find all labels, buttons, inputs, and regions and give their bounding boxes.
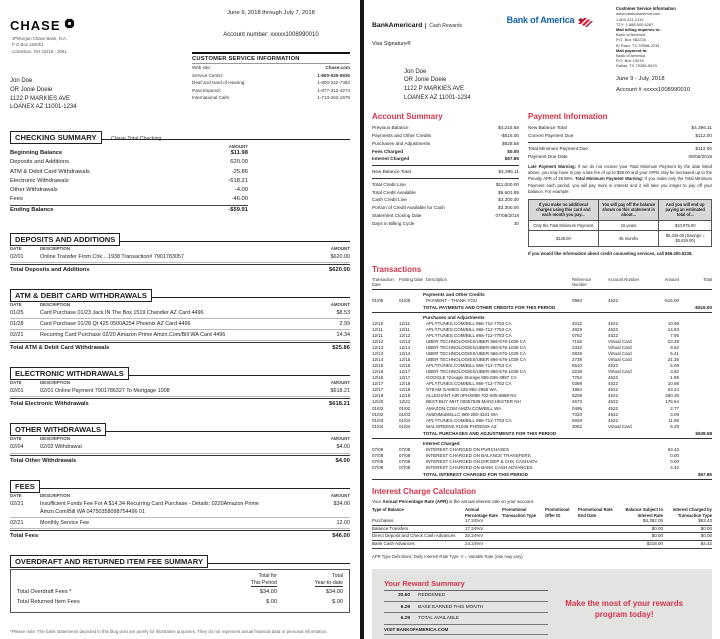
amount-header: AMOUNT (228, 144, 248, 150)
fees-section: FEES DATE DESCRIPTION AMOUNT 02/21 Insufficient Funds Fee For A $14.34 Recurring Card Purchase - Details: 0220Amazon Prime Amzn.Com/Bill WA 04750358098754496 01 $34.00 02/21 Monthly Service Fee 12.00 Total Fees $46.00 (10, 476, 350, 539)
account-summary-section (372, 112, 519, 255)
customer-service-rows (192, 64, 350, 102)
customer-service-row: Service Center: 1-800-935-9935 (192, 72, 350, 78)
account-number: Account # xxxxx1008990010 (616, 86, 691, 93)
boa-logo-text: Bank of America (506, 15, 575, 25)
section-title: ATM & DEBIT CARD WITHDRAWALS (10, 289, 152, 302)
statement-footnote: *Please note: The bank statements depicted in this blog post are purely for illustrative purposes. They do not represent actual financial data or personal information. (10, 629, 328, 634)
table-row: 02/01 02/01 Online Payment 7901786327 To Mortgage 1008 $618.21 (10, 386, 350, 397)
section-title: CHECKING SUMMARY (10, 131, 102, 144)
summary-row: Total Credit Line $11,000.00 (372, 178, 519, 189)
payment-row: Total Minimum Payment Due $112.00 (528, 142, 712, 153)
customer-service-line: P.O. Box 15019 (616, 58, 644, 64)
payment-info-title: Payment Information (528, 112, 608, 122)
payment-row: Payment Due Date 08/05/2018 (528, 153, 712, 159)
transaction-row: 01/05 01/05 PAYMENT - THANK YOU 0984 4522 -516.00 (372, 297, 679, 303)
customer-service-line: www.bankofamerica.com (616, 11, 661, 17)
apr-subtitle: Your Annual Percentage Rate (APR) is the annual interest rate on your account. (372, 499, 535, 505)
interest-group: Interest Charged 07/08 07/08 INTEREST CHARGED ON PURCHASES 63.43 07/08 07/08 INTEREST CHARGED ON BALANCE TRANSFERS 0.00 07/08 07/08 INTEREST CHARGED ON DIR DEP & CHK CASHADV 0.00 07/08 07/08 INTEREST CHARGED ON BANK CASH ADVANCES 4.42 TOTAL INTEREST CHARGED FOR THIS PERIOD $67.85 (372, 441, 712, 480)
summary-row: Fees -46.00 (10, 196, 248, 203)
transaction-row: 07/08 07/08 INTEREST CHARGED ON PURCHASES 63.43 (372, 446, 679, 452)
customer-service-line: P.O. Box 982234 (616, 37, 646, 43)
table-row: 01/28 Card Purchase 01/28 Qt 425 0500A254 Phoenix AZ Card 4496 2.99 (10, 319, 350, 330)
chase-bank-address: JPMorgan Chase Bank, N.A. P O Box 182051 Columbus, OH 43218 - 2051 (12, 36, 67, 54)
group-total: TOTAL INTEREST CHARGED FOR THIS PERIOD $67.85 (423, 472, 712, 478)
overdraft-summary-section: OVERDRAFT AND RETURNED ITEM FEE SUMMARY Total for This Period Total Year-to-date Total Overdraft Fees * $34.00 $34.00 Total Returned Item Fees $.00 $.00 (10, 551, 350, 613)
customer-service-box (192, 52, 350, 102)
summary-row: Previous Balance $4,215.68 (372, 125, 519, 131)
other-withdrawals-section: OTHER WITHDRAWALS DATE DESCRIPTION AMOUNT 02/04 02/02 Withdrawal $4.00 Total Other Withdrawals $4.00 (10, 419, 350, 463)
apr-row: Direct Deposit and Check Cash Advances 20.24%V $0.00 $0.00 (372, 533, 712, 541)
transaction-row: 12/15 12/16 APL*ITUNES.COM/BILL 866-712-7753 CA 5510 4522 5.09 (372, 363, 679, 369)
customer-service-line: Bank of America (616, 32, 646, 38)
summary-row: Beginning Balance $11.98 (10, 150, 248, 157)
customer-service-line: Mail billing inquiries to: (616, 27, 661, 33)
interest-calc-title: Interest Charge Calculation (372, 487, 477, 497)
transaction-row: 12/11 12/12 APL*ITUNES.COM/BILL 866-712-7753 CA 0782 4522 7.95 (372, 332, 679, 338)
transaction-row: 12/12 12/13 UBER TECHNOLOGIES/UBER 866-576-1039 CA 7155 Virtual Card 23.28 (372, 338, 679, 344)
boa-flag-icon (577, 15, 593, 33)
minimum-payment-table: If you make no additional charges using this card and each month you pay... You will pay off the balance shown on this statement in about... And you will end up paying an estimated total of... Only the Total Minimum Payment 16 years $10,975.00 $148.00 36 months $5,346.00 (Savings = $5,629.00) (528, 199, 712, 247)
overdraft-row: Total Returned Item Fees $.00 $.00 (17, 599, 343, 606)
summary-row: Total Credit Available $6,603.89 (372, 189, 519, 195)
apr-row: Balance Transfers 17.24%V $0.00 $0.00 (372, 526, 712, 534)
transaction-row: 12/13 12/14 UBER TECHNOLOGIES/UBER 866-576-1039 CA 0829 Virtual Card 5.41 (372, 350, 679, 356)
boa-customer-service: Customer Service Information www.bankofamerica.com 1.800.421.2110 TTY: 1.888.500.6267 Mail billing inquiries to: Bank of America P.O. Box 982234 El Paso, TX 79998-2234 Mail payment to: Bank of America P.O. Box 15019 Dallas, TX 75285-5019 June 9 - July, 2018 Account # xxxxx1008990010 (616, 6, 712, 96)
apr-row: Purchases 17.24%V $4,392.05 $63.43 (372, 518, 712, 526)
customer-service-row: International Calls: 1-713-262-1679 (192, 95, 350, 101)
customer-service-row: Web site: Chase.com (192, 65, 350, 70)
table-row: 02/01 Online Transfer From Chk ...1938 Transaction# 7901783057 $620.00 (10, 252, 350, 263)
table-row: 02/21 Monthly Service Fee 12.00 (10, 518, 350, 529)
statement-period: June 9 - July, 2018 (616, 75, 665, 82)
summary-row: Statement Closing Date 07/08/2018 (372, 212, 519, 218)
reward-row: 6.29 TOTAL AVAILABLE (384, 613, 548, 624)
statement-period: June 9, 2018 through July 7, 2018 (227, 10, 315, 16)
checking-summary-rows (10, 149, 248, 215)
visa-signature-label: Visa Signature® (372, 41, 411, 47)
interest-charge-calculation-section: Interest Charge Calculation Your Annual Percentage Rate (APR) is the annual interest rate on your account. Type of Balance Annual Percentage Rate Promotional Transaction Type Promotional Offer ID Promotional Rate End Date Balance Subject to Interest Rate Interest Charged by Transaction Type Purchases 17.24%V $4,392.05 $63.43 Balance Transfers 17.24%V $0.00 $0.00 Direct Deposit and Check Cash Advances 20.24%V $0.00 $0.00 Bank Cash Advances 24.24%V $218.00 $4.42 APR Type Definitions: Daily Interest Rate Type: V = Variable Rate (rate may vary) (372, 487, 712, 559)
credit-counseling-note: If you would like information about credit counseling services, call 866.300.5238. (528, 250, 693, 256)
credits-group: Payments and Other Credits 01/05 01/05 PAYMENT - THANK YOU 0984 4522 -516.00 TOTAL PAYMENTS AND OTHER CREDITS FOR THIS PERIOD -$516.00 (372, 292, 712, 313)
section-title: FEES (10, 480, 40, 493)
summary-row: Ending Balance -$59.91 (10, 205, 248, 215)
section-title: ELECTRONIC WITHDRAWALS (10, 367, 129, 380)
customer-service-line: Dallas, TX 75285-5019 (616, 63, 657, 69)
payment-row: Current Payment Due $112.00 (528, 133, 712, 139)
section-total: Total Other Withdrawals $4.00 (10, 455, 350, 464)
customer-service-line: Mail payment to: (616, 47, 648, 53)
section-total: Total Electronic Withdrawals $618.21 (10, 398, 350, 407)
transactions-title: Transactions (372, 264, 422, 274)
reward-row: 30.50 REDEEMED (384, 591, 548, 602)
summary-row: Other Withdrawals -4.00 (10, 187, 248, 194)
transaction-row: 01/03 01/04 APL*ITUNES.COM/BILL 866-712-7753 CA 5928 4522 11.98 (372, 417, 679, 423)
section-subtitle: Chase Total Checking (111, 136, 162, 143)
transaction-row: 12/19 12/19 ALLEGIANT AIR 0PHX888 702-505-8888 NV 6209 4522 260.36 (372, 393, 679, 399)
section-title: OVERDRAFT AND RETURNED ITEM FEE SUMMARY (10, 555, 208, 568)
summary-row: Interest Charged $67.85 (372, 156, 519, 162)
summary-row: ATM & Debit Card Withdrawals -25.86 (10, 168, 248, 175)
table-row: 02/21 Recurring Card Purchase 02/20 Amazon Prime Amzn.Com/Bill WA Card 4496 14.34 (10, 330, 350, 341)
apr-definitions-note: APR Type Definitions: Daily Interest Rate Type: V = Variable Rate (rate may vary) (372, 553, 523, 559)
transactions-section: Transactions Transaction Date Posting Date Description Reference Number Account Number Amount Total Payments and Other Credits 01/05 01/05 PAYMENT - THANK YOU 0984 4522 -516.00 TOTAL PAYMENTS AND OTHER CREDITS FOR THIS PERIOD -$516.00 Purchases and Adjustments 12/10 12/11 APL*ITUNES.COM/BILL 866-712-7753 CA 4012 4522 10.99 12/11 12/11 APL*ITUNES.COM/BILL 866-712-7753 CA 4829 4522 14.83 12/11 12/12 APL*ITUNES.COM/BILL 866-712-7753 CA 0782 4522 7.95 12/12 12/13 UBER TECHNOLOGIES/UBER 866-576-1039 CA 7155 Virtual Card 23.28 12/13 12/14 UBER TECHNOLOGIES/UBER 866-576-1039 CA 2332 Virtual Card 9.62 12/13 12/14 UBER TECHNOLOGIES/UBER 866-576-1039 CA 0829 Virtual Card 5.41 12/14 12/15 UBER TECHNOLOGIES/UBER 866-576-1039 CA 2738 Virtual Card 21.35 12/15 12/16 APL*ITUNES.COM/BILL 866-712-7753 CA 5510 4522 5.09 12/16 12/17 UBER TECHNOLOGIES/UBER 866-576-1039 CA 0238 Virtual Card 3.82 12/16 12/17 GOOGLE *Google Storage 855-836-3987 CA 7762 4522 1.99 12/17 12/18 APL*ITUNES.COM/BILL 866-712-7753 CA 0398 4522 10.98 12/17 12/18 STEAM GAMES 425-952-2985 WA 4984 4522 53.24 12/19 12/19 ALLEGIANT AIR 0PHX888 702-505-8888 NV 6209 4522 260.36 12/20 12/21 BEST BUY MHT 00057538 MANCHESTER NH 4673 4522 176.54 01/02 01/02 AMAZON.COM AMZN.COM/BILL WA 0495 4522 2.77 01/02 01/03 AMZNMobileLLC 888-280-4331 WA 7020 4522 3.09 01/03 01/04 APL*ITUNES.COM/BILL 866-712-7753 CA 5928 4522 11.98 01/04 01/04 WALGREENS #1045 PHOENIX AZ 3052 Virtual Card 5.29 TOTAL PURCHASES AND ADJUSTMENTS FOR THIS PERIOD $628.58 Interest Charged 07/08 07/08 INTEREST CHARGED ON PURCHASES 63.43 07/08 07/08 INTEREST CHARGED ON BALANCE TRANSFERS 0.00 07/08 07/08 INTEREST CHARGED ON DIR DEP & CHK CASHADV 0.00 07/08 07/08 INTEREST CHARGED ON BANK CASH ADVANCES 4.42 TOTAL INTEREST CHARGED FOR THIS PERIOD $67.85 (372, 265, 712, 480)
transaction-row: 01/04 01/04 WALGREENS #1045 PHOENIX AZ 3052 Virtual Card 5.29 (372, 423, 679, 429)
overdraft-row: Total Overdraft Fees * $34.00 $34.00 (17, 589, 343, 596)
summary-row: Deposits and Additions 620.00 (10, 159, 248, 166)
customer-service-line: 1.800.421.2110 (616, 16, 644, 22)
transaction-row: 12/14 12/15 UBER TECHNOLOGIES/UBER 866-576-1039 CA 2738 Virtual Card 21.35 (372, 357, 679, 363)
purchases-group: Purchases and Adjustments 12/10 12/11 APL*ITUNES.COM/BILL 866-712-7753 CA 4012 4522 10.99 12/11 12/11 APL*ITUNES.COM/BILL 866-712-7753 CA 4829 4522 14.83 12/11 12/12 APL*ITUNES.COM/BILL 866-712-7753 CA 0782 4522 7.95 12/12 12/13 UBER TECHNOLOGIES/UBER 866-576-1039 CA 7155 Virtual Card 23.28 12/13 12/14 UBER TECHNOLOGIES/UBER 866-576-1039 CA 2332 Virtual Card 9.62 12/13 12/14 UBER TECHNOLOGIES/UBER 866-576-1039 CA 0829 Virtual Card 5.41 12/14 12/15 UBER TECHNOLOGIES/UBER 866-576-1039 CA 2738 Virtual Card 21.35 12/15 12/16 APL*ITUNES.COM/BILL 866-712-7753 CA 5510 4522 5.09 12/16 12/17 UBER TECHNOLOGIES/UBER 866-576-1039 CA 0238 Virtual Card 3.82 12/16 12/17 GOOGLE *Google Storage 855-836-3987 CA 7762 4522 1.99 12/17 12/18 APL*ITUNES.COM/BILL 866-712-7753 CA 0398 4522 10.98 12/17 12/18 STEAM GAMES 425-952-2985 WA 4984 4522 53.24 12/19 12/19 ALLEGIANT AIR 0PHX888 702-505-8888 NV 6209 4522 260.36 12/20 12/21 BEST BUY MHT 00057538 MANCHESTER NH 4673 4522 176.54 01/02 01/02 AMAZON.COM AMZN.COM/BILL WA 0495 4522 2.77 01/02 01/03 AMZNMobileLLC 888-280-4331 WA 7020 4522 3.09 01/03 01/04 APL*ITUNES.COM/BILL 866-712-7753 CA 5928 4522 11.98 01/04 01/04 WALGREENS #1045 PHOENIX AZ 3052 Virtual Card 5.29 TOTAL PURCHASES AND ADJUSTMENTS FOR THIS PERIOD $628.58 (372, 315, 712, 439)
transaction-row: 07/08 07/08 INTEREST CHARGED ON BANK CASH ADVANCES 4.42 (372, 464, 679, 470)
summary-row: New Balance Total $4,396.11 (372, 165, 519, 176)
rewards-promo-text: Make the most of your rewards program today! (565, 599, 684, 619)
summary-row: Electronic Withdrawals -618.21 (10, 177, 248, 184)
customer-service-line: Bank of America (616, 52, 646, 58)
account-summary-title: Account Summary (372, 112, 443, 122)
summary-row: Payments and Other Credits -$516.00 (372, 133, 519, 139)
transaction-row: 07/08 07/08 INTEREST CHARGED ON BALANCE TRANSFERS 0.00 (372, 452, 679, 458)
customer-service-line: TTY: 1.888.500.6267 (616, 21, 654, 27)
chase-logo-block (10, 8, 77, 112)
chase-logo-text: CHASE (10, 17, 61, 33)
customer-service-line: El Paso, TX 79998-2234 (616, 42, 660, 48)
section-total: Total ATM & Debit Card Withdrawals $25.86 (10, 342, 350, 351)
electronic-withdrawals-section: ELECTRONIC WITHDRAWALS DATE DESCRIPTION AMOUNT 02/01 02/01 Online Payment 7901786327 To Mortgage 1008 $618.21 Total Electronic Withdrawals $618.21 (10, 363, 350, 407)
boa-logo (484, 6, 616, 96)
account-number: Account number: xxxxx1008990010 (223, 32, 319, 38)
payment-row: New Balance Total $4,396.11 (528, 125, 712, 131)
transaction-row: 07/08 07/08 INTEREST CHARGED ON DIR DEP & CHK CASHADV 0.00 (372, 458, 679, 464)
transaction-row: 12/10 12/11 APL*ITUNES.COM/BILL 866-712-7753 CA 4012 4522 10.99 (372, 320, 679, 326)
customer-service-row: Para Espanol: 1-877-312-4273 (192, 87, 350, 93)
group-total: TOTAL PURCHASES AND ADJUSTMENTS FOR THIS PERIOD $628.58 (423, 430, 712, 436)
recipient-address: Jon Doe OR Jonie Doeie 1122 P MARKIES AVE LOANEX AZ 11001-1234 (404, 68, 471, 101)
rewards-visit-link: VISIT BANKOFAMERICA.COM (384, 625, 548, 635)
table-row: 01/25 Card Purchase 01/23 Jack IN The Box 1519 Chandler AZ Card 4496 $8.53 (10, 308, 350, 319)
section-title: DEPOSITS AND ADDITIONS (10, 233, 120, 246)
group-total: TOTAL PAYMENTS AND OTHER CREDITS FOR THIS PERIOD -$516.00 (423, 304, 712, 310)
transaction-row: 12/13 12/14 UBER TECHNOLOGIES/UBER 866-576-1039 CA 2332 Virtual Card 9.62 (372, 344, 679, 350)
transaction-row: 12/17 12/18 APL*ITUNES.COM/BILL 866-712-7753 CA 0398 4522 10.98 (372, 381, 679, 387)
transaction-row: 01/02 01/02 AMAZON.COM AMZN.COM/BILL WA 0495 4522 2.77 (372, 405, 679, 411)
transaction-row: 12/20 12/21 BEST BUY MHT 00057538 MANCHESTER NH 4673 4522 176.54 (372, 399, 679, 405)
deposits-section: DEPOSITS AND ADDITIONS DATE DESCRIPTION AMOUNT 02/01 Online Transfer From Chk ...1938 Transaction# 7901783057 $620.00 Total Deposits and Additions $620.00 (10, 229, 350, 273)
reward-summary-title: Your Reward Summary (384, 579, 548, 591)
summary-row: Portion of Credit Available for Cash $3,300.00 (372, 205, 519, 211)
atm-withdrawals-section: ATM & DEBIT CARD WITHDRAWALS DATE DESCRIPTION AMOUNT 01/25 Card Purchase 01/23 Jack IN The Box 1519 Chandler AZ Card 4496 $8.53 01/28 Card Purchase 01/28 Qt 425 0500A254 Phoenix AZ Card 4496 2.99 02/21 Recurring Card Purchase 02/20 Amazon Prime Amzn.Com/Bill WA Card 4496 14.34 Total ATM & Debit Card Withdrawals $25.86 (10, 285, 350, 351)
card-product-tier: Cash Rewards (425, 23, 462, 29)
card-product-name: BankAmericard (372, 22, 423, 29)
chase-octagon-icon (64, 16, 75, 34)
checking-summary-section (10, 127, 350, 215)
recipient-address: Jon Doe OR Jonie Doeie 1122 P MARKIES AVE LOANEX AZ 11001-1234 (10, 78, 77, 111)
transaction-row: 12/17 12/18 STEAM GAMES 425-952-2985 WA 4984 4522 53.24 (372, 387, 679, 393)
reward-row: 6.29 BASE EARNED THIS MONTH (384, 602, 548, 613)
payment-information-section (528, 112, 712, 255)
summary-row: Fees Charged $0.00 (372, 148, 519, 154)
table-row: 02/04 02/02 Withdrawal $4.00 (10, 442, 350, 453)
summary-row: Purchases and Adjustments $628.58 (372, 140, 519, 146)
reward-summary-box (372, 569, 712, 639)
section-total: Total Deposits and Additions $620.00 (10, 264, 350, 273)
chase-header (10, 8, 350, 112)
table-row: 02/21 Insufficient Funds Fee For A $14.34 Recurring Card Purchase - Details: 0220Amazon Prime Amzn.Com/Bill WA 04750358098754496 01 $34.00 (10, 499, 350, 518)
section-title: OTHER WITHDRAWALS (10, 423, 106, 436)
summary-row: Days in Billing Cycle 30 (372, 220, 519, 226)
transaction-row: 12/16 12/17 GOOGLE *Google Storage 855-836-3987 CA 7762 4522 1.99 (372, 375, 679, 381)
customer-service-row: Deaf and Hard of Hearing: 1-800-242-7383 (192, 80, 350, 86)
transaction-row: 12/16 12/17 UBER TECHNOLOGIES/UBER 866-576-1039 CA 0238 Virtual Card 3.82 (372, 369, 679, 375)
boa-statement (364, 0, 720, 639)
summary-row: Cash Credit Line $3,300.00 (372, 197, 519, 203)
section-total: Total Fees $46.00 (10, 530, 350, 539)
customer-service-title: CUSTOMER SERVICE INFORMATION (192, 56, 350, 64)
transaction-row: 12/11 12/11 APL*ITUNES.COM/BILL 866-712-7753 CA 4829 4522 14.83 (372, 326, 679, 332)
transaction-row: 01/02 01/03 AMZNMobileLLC 888-280-4331 WA 7020 4522 3.09 (372, 411, 679, 417)
late-payment-warning: Late Payment Warning: If we do not receive your Total Minimum Payment by the date listed above, you may have to pay a late fee of up to $38.00 and your APRs may be increased up to the Penalty APR of 29.99%. Total Minimum Payment Warning: If you make only the Total Minimum Payment each period, you will pay more in interest and it will take you longer to pay off your balance. For example: (528, 164, 712, 194)
apr-row: Bank Cash Advances 24.24%V $218.00 $4.42 (372, 541, 712, 549)
